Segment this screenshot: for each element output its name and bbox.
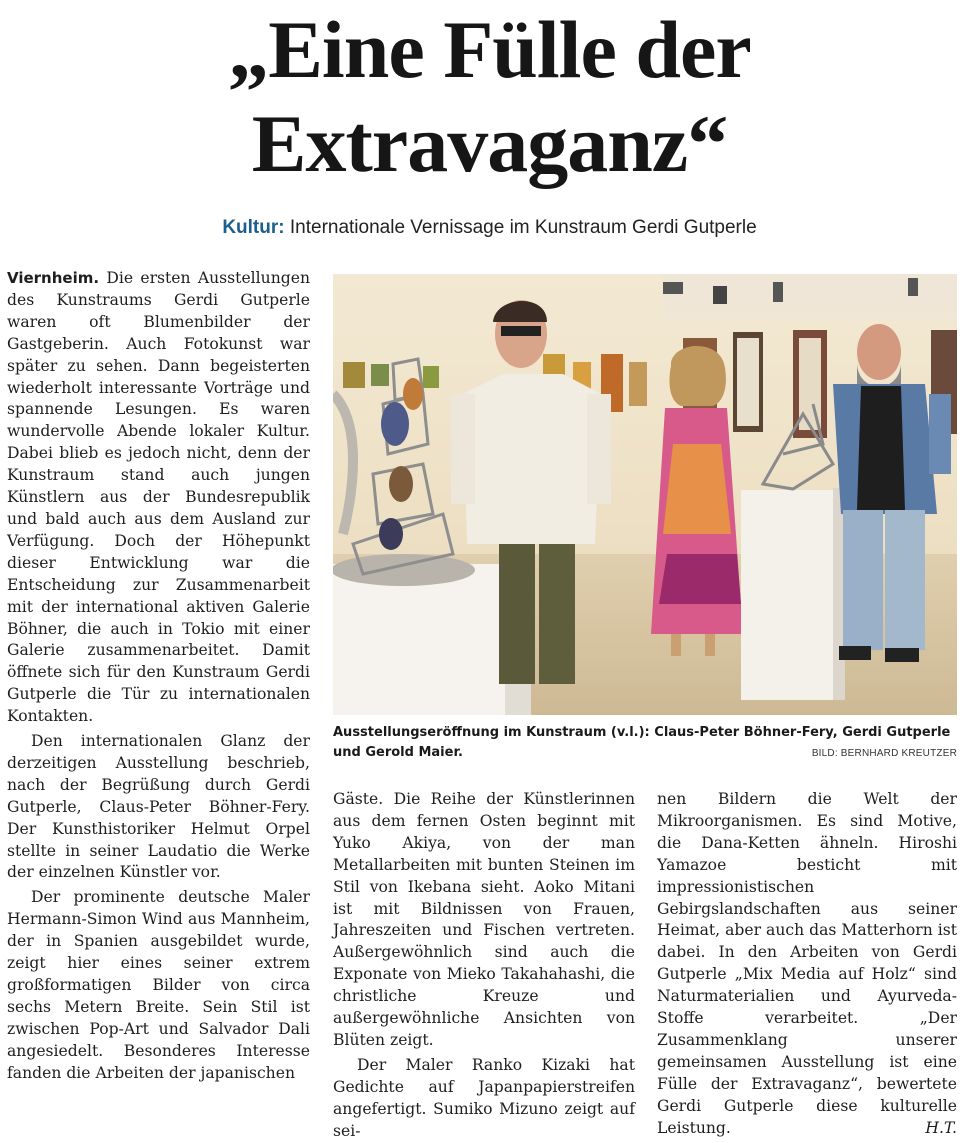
article-column-2 [333, 789, 635, 1143]
paragraph: Der prominente deutsche Maler Hermann-Simon Wind aus Mannheim, der in Spanien ausgebildet wurde, zeigt hier eines seiner extrem großformatigen Bilder von circa sechs Metern Breite. Sein Stil ist zwischen Pop-Art und Salvador Dali angesiedelt. Besonderes Interesse fanden die Arbeiten der japanischen [7, 888, 310, 1082]
subheadline-text: Internationale Vernissage im Kunstraum Gerdi Gutperle [284, 217, 757, 238]
article-column-1 [7, 268, 310, 1085]
paragraph [657, 789, 957, 1140]
paragraph: Den internationalen Glanz der derzeitigen Ausstellung beschrieb, nach der Begrüßung durch Gerdi Gutperle, Claus-Peter Böhner-Fery. Der Kunsthistoriker Helmut Orpel stellte in seiner Laudatio die Werke der einzelnen Künstler vor. [7, 732, 310, 882]
section-kicker: Kultur: [222, 217, 285, 238]
photo-caption: Ausstellungseröffnung im Kunstraum (v.l.): Claus-Peter Böhner-Fery, Gerdi Gutperle und Gerold Maier. [333, 725, 951, 760]
headline-line-1: „Eine Fülle der [228, 4, 751, 95]
subheadline [0, 217, 979, 239]
article-photo [333, 274, 957, 715]
headline-line-2: Extravaganz“ [251, 98, 728, 189]
paragraph [7, 268, 310, 728]
author-initials: H.T. [925, 1118, 957, 1137]
paragraph-text: nen Bildern die Welt der Mikroorganismen. Es sind Motive, die Dana-Ketten ähneln. Hiroshi Yamazoe besticht mit impressionistischen Gebirgslandschaften aus seiner Heimat, aber auch das Matterhorn ist dabei. In den Arbeiten von Gerdi Gutperle „Mix Media auf Holz“ sind Naturmaterialien und Ayurveda-Stoffe verarbeitet. „Der Zusammenklang unserer gemeinsamen Ausstellung ist eine Fülle der Extravaganz“, bewertete Gerdi Gutperle diese kulturelle Leistung. [657, 790, 957, 1137]
dateline: Viernheim. [7, 269, 100, 287]
gallery-photo-illustration [333, 274, 957, 715]
paragraph-text: Die ersten Ausstellungen des Kunstraums Gerdi Gutperle waren oft Blumenbilder der Gastgeberin. Auch Fotokunst war später zu sehen. Dann begeisterten wiederholt interessante Vorträge und spannende Lesungen. Es waren wundervolle Abende lokaler Kultur. Dabei blieb es jedoch nicht, denn der Kunstraum stand auch jungen Künstlern aus der Bundesrepublik und bald auch aus dem Ausland zur Verfügung. Doch der Höhepunkt dieser Entwicklung war die Entscheidung zur Zusammenarbeit mit der international aktiven Galerie Böhner, die auch in Tokio mit einer Galerie zusammenarbeitet. Damit öffnete sich für den Kunstraum Gerdi Gutperle die Tür zu internationalen Kontakten. [7, 269, 310, 726]
article-column-3 [657, 789, 957, 1140]
paragraph: Der Maler Ranko Kizaki hat Gedichte auf Japanpapierstreifen angefertigt. Sumiko Mizuno zeigt auf sei- [333, 1055, 635, 1140]
paragraph: Gäste. Die Reihe der Künstlerinnen aus dem fernen Osten beginnt mit Yuko Akiya, von der man Metallarbeiten mit bunten Steinen im Stil von Ikebana sieht. Aoko Mitani ist mit Bildnissen von Frauen, Jahreszeiten und Fischen vertreten. Außergewöhnlich sind auch die Exponate von Mieko Takahahashi, die christliche Kreuze und außergewöhnliche Ansichten von Blüten zeigt. [333, 790, 635, 1049]
photo-credit: BILD: BERNHARD KREUTZER [811, 748, 957, 759]
